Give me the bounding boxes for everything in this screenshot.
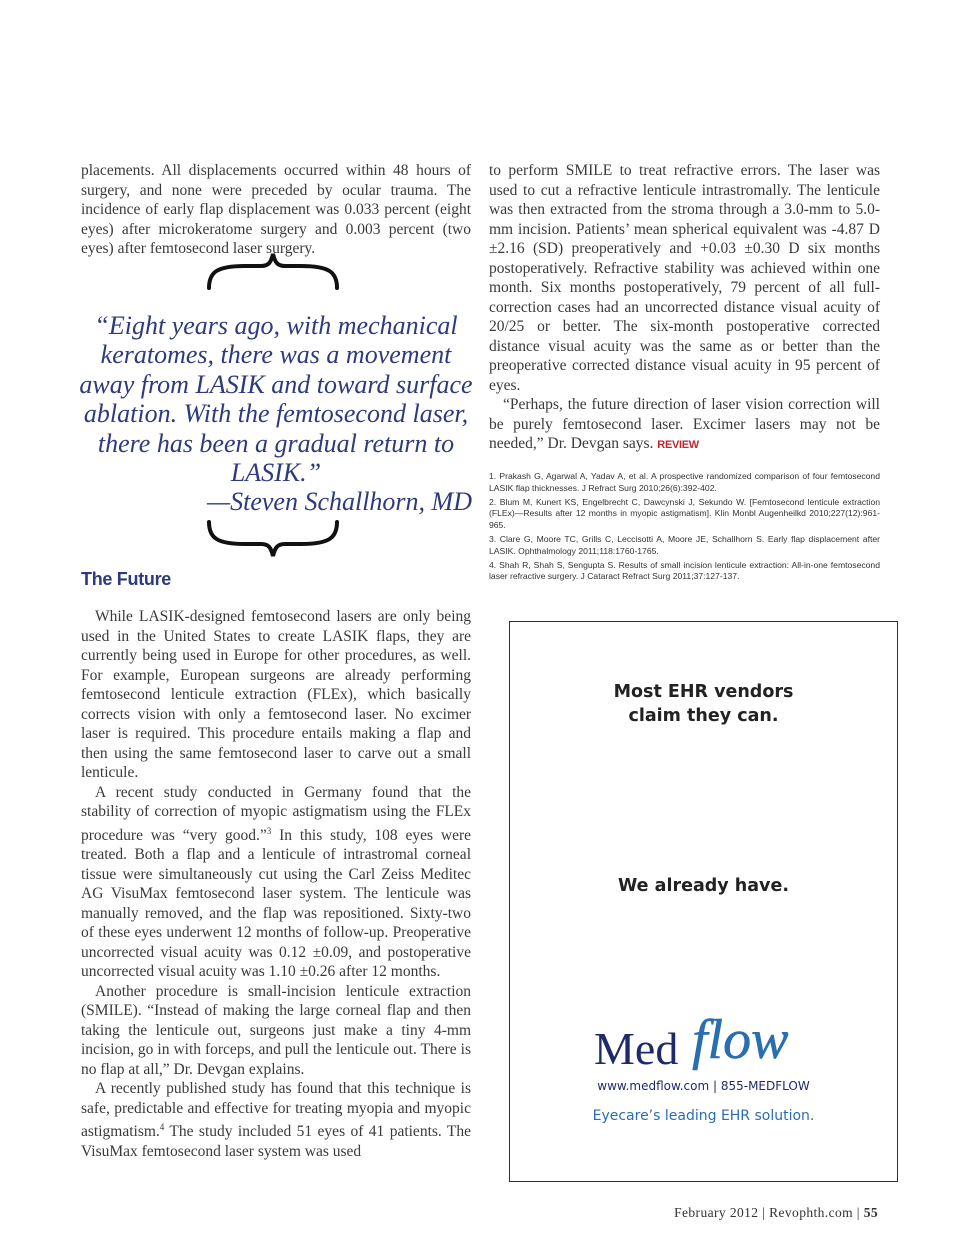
section-heading: The Future [81,569,171,589]
page-number: 55 [863,1205,878,1220]
issue-date: February 2012 [674,1205,759,1220]
text-run: A recent study conducted in Germany found that the stability of correction of myopic astigmatism using the FLEx procedure was “very good.” [81,783,471,844]
text-run: The study included 51 eyes of 41 patients. The VisuMax femtosecond laser system was used [81,1123,471,1160]
body-paragraph: placements. All displacements occurred within 48 hours of surgery, and none were preceded by ocular trauma. The incidence of early flap displacement was 0.033 percent (eight eyes) after microkeratome surgery and 0.003 percent (two eyes) after femtosecond laser surgery. [81,162,471,257]
citation-ref: 4 [159,1122,165,1133]
left-column-top [81,161,471,259]
text-run: “Perhaps, the future direction of laser vision correction will be purely femtosecond laser. Excimer lasers may not be needed,” Dr. Devgan says. [489,396,880,452]
footer-separator: | [762,1205,770,1220]
medflow-advertisement[interactable] [509,621,898,1182]
body-paragraph [81,783,471,982]
svg-text:flow: flow [692,1009,789,1071]
brace-bottom-ornament [205,518,341,558]
pull-quote-text: “Eight years ago, with mechanical keratomes, there was a movement away from LASIK and toward surface ablation. With the femtosecond laser, there has been a gradual return to LASIK.” [79,311,473,488]
pull-quote [78,311,474,517]
ad-contact-line[interactable]: www.medflow.com | 855-MEDFLOW [597,1079,810,1093]
citation-ref: 3 [266,825,272,836]
text-run: A recently published study has found that this technique is safe, predictable and effective for treating myopia and myopic astigmatism. [81,1080,471,1141]
reference-item: 1. Prakash G, Agarwal A, Yadav A, et al. A prospective randomized comparison of four femtosecond LASIK flap thicknesses. J Refract Surg 2010;26(6):392-402. [489,471,880,493]
body-paragraph: Another procedure is small-incision lenticule extraction (SMILE). “Instead of making the large corneal flap and then taking the lenticule out, surgeons just make a tiny 4-mm incision, go in with forceps, and pull the lenticule out. There is no flap at all,” Dr. Devgan explains. [81,982,471,1078]
body-paragraph [81,1079,471,1161]
ad-headline-line: Most EHR vendors [613,682,794,702]
reference-item: 4. Shah R, Shah S, Sengupta S. Results of small incision lenticule extraction: All-in-one femtosecond laser refractive surgery. J Cataract Refract Surg 2011;37:127-137. [489,559,880,582]
text-run: In this study, 108 eyes were treated. Both a flap and a lenticule of intrastromal corneal tissue were simultaneously cut using the Carl Zeiss Meditec AG VisuMax femtosecond laser system. The lenticule was manually removed, and the flap was repositioned. Sixty-two of these eyes underwent 12 months of follow-up. Preoperative uncorrected visual acuity was 0.12 ±0.09, and postoperative uncorrected visual acuity was 1.10 ±0.26 after 12 months. [81,826,472,981]
brace-top-ornament [205,252,341,292]
ad-headline [510,680,897,728]
medflow-logo [594,1006,820,1076]
left-column-bottom [81,607,471,1161]
body-paragraph: While LASIK-designed femtosecond lasers are only being used in the United States to create LASIK flaps, they are currently being used in Europe for other procedures, as well. For example, European surgeons are already performing femtosecond lenticule extraction (FLEx), which basically corrects vision with only a femtosecond laser. No excimer laser is required. This procedure entails making a flap and then using the same femtosecond laser to carve out a small lenticule. [81,608,471,781]
reference-item: 3. Clare G, Moore TC, Grills C, Leccisotti A, Moore JE, Schallhorn S. Early flap displacement after LASIK. Ophthalmology 2011;118:1760-1765. [489,533,880,556]
body-paragraph: to perform SMILE to treat refractive errors. The laser was used to cut a refractive lenticule intrastromally. The lenticule was then extracted from the stroma through a 3.0-mm to 5.0-mm incision. Patients’ mean spherical equivalent was -4.87 D ±2.16 (SD) preoperatively and +0.03 ±0.30 D six months postoperatively. Refractive stability was achieved within one month. Six months postoperatively, 79 percent of all full-correction cases had an uncorrected distance visual acuity of 20/25 or better. The six-month postoperative corrected distance visual acuity was the same as or better than the preoperative corrected distance visual acuity in 95 percent of eyes. [489,162,880,394]
right-column [489,161,880,456]
svg-text:Med: Med [594,1023,679,1074]
reference-item: 2. Blum M, Kunert KS, Engelbrecht C, Dawcynski J, Sekundo W. [Femtosecond lenticule extraction (FLEx)—Results after 12 months in myopic astigmatism]. Klin Monbl Augenheilkd 2010;227(12):961-965. [489,496,880,531]
ad-claim: We already have. [618,876,789,896]
pull-quote-attribution: —Steven Schallhorn, MD [206,487,472,517]
review-end-mark: REVIEW [657,439,699,451]
page-footer [674,1205,878,1221]
ad-headline-line: claim they can. [628,706,779,726]
references-list [489,471,880,585]
body-paragraph [489,395,880,456]
footer-separator: | [856,1205,864,1220]
ad-tagline: Eyecare’s leading EHR solution. [592,1108,815,1124]
site-name: Revophth.com [769,1205,854,1220]
